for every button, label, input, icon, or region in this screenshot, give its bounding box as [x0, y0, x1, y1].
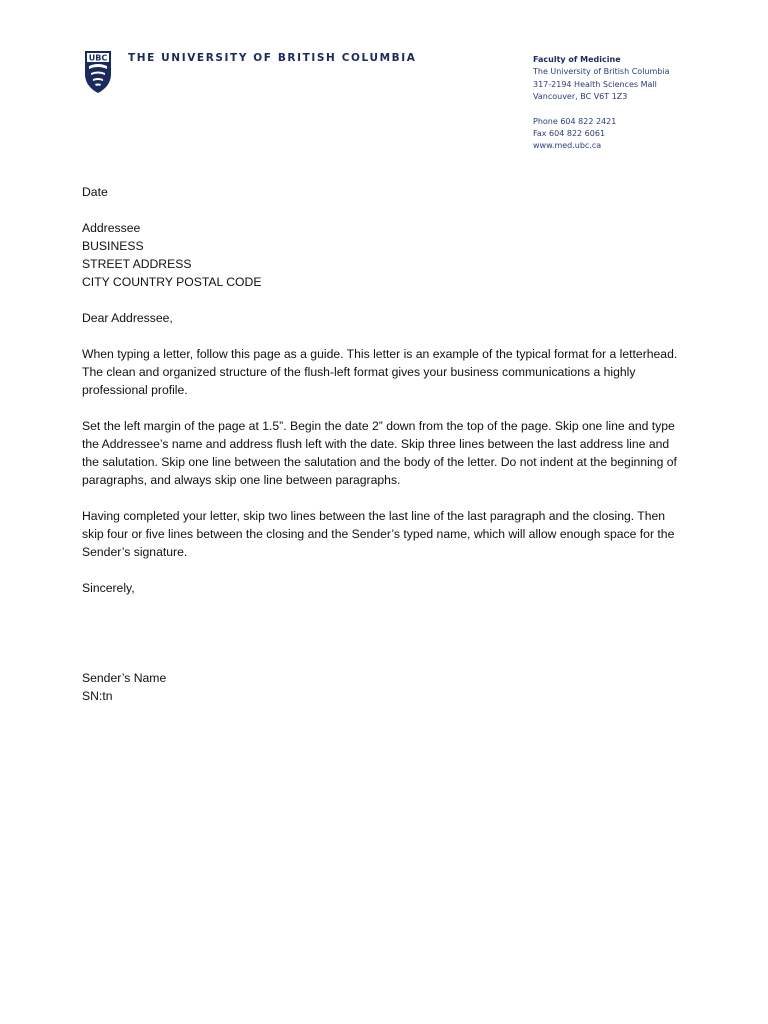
phone-number: Phone 604 822 2421 [533, 116, 617, 126]
university-name: THE UNIVERSITY OF BRITISH COLUMBIA [128, 52, 417, 64]
address-line: Vancouver, BC V6T 1Z3 [533, 92, 628, 102]
addressee-line: BUSINESS [82, 239, 144, 253]
address-line: 317-2194 Health Sciences Mall [533, 79, 657, 89]
closing: Sincerely, [82, 581, 135, 595]
body-paragraph: When typing a letter, follow this page as a guide. This letter is an example of the typical format for a letterhead. The clean and organized structure of the flush-left format gives your business communications a highly professional profile. [82, 347, 678, 397]
addressee-line: CITY COUNTRY POSTAL CODE [82, 275, 262, 289]
fax-number: Fax 604 822 6061 [533, 129, 606, 139]
letter-date: Date [82, 185, 108, 199]
letter-body [82, 183, 682, 705]
address-line: The University of British Columbia [533, 67, 670, 77]
faculty-name: Faculty of Medicine [533, 55, 621, 64]
salutation: Dear Addressee, [82, 311, 173, 325]
crest-text: UBC [88, 53, 108, 63]
addressee-block [82, 219, 682, 291]
body-paragraph: Set the left margin of the page at 1.5”. Begin the date 2” down from the top of the page. Skip one line and type the Addressee’s name and address flush left with the date. Skip three lines between the last address line and the salutation. Skip one line between the salutation and the body of the letter. Do not indent at the beginning of paragraphs, and always skip one line between paragraphs. [82, 419, 677, 487]
addressee-line: Addressee [82, 221, 141, 235]
faculty-address-block [533, 54, 669, 153]
addressee-line: STREET ADDRESS [82, 257, 192, 271]
ubc-crest-logo [84, 50, 112, 94]
website-link[interactable]: www.med.ubc.ca [533, 141, 602, 151]
sender-initials: SN:tn [82, 689, 113, 703]
sender-name: Sender’s Name [82, 671, 167, 685]
body-paragraph: Having completed your letter, skip two lines between the last line of the last paragraph and the closing. Then skip four or five lines between the closing and the Sender’s typed name, which will allow enough space for the Sender’s signature. [82, 509, 675, 559]
